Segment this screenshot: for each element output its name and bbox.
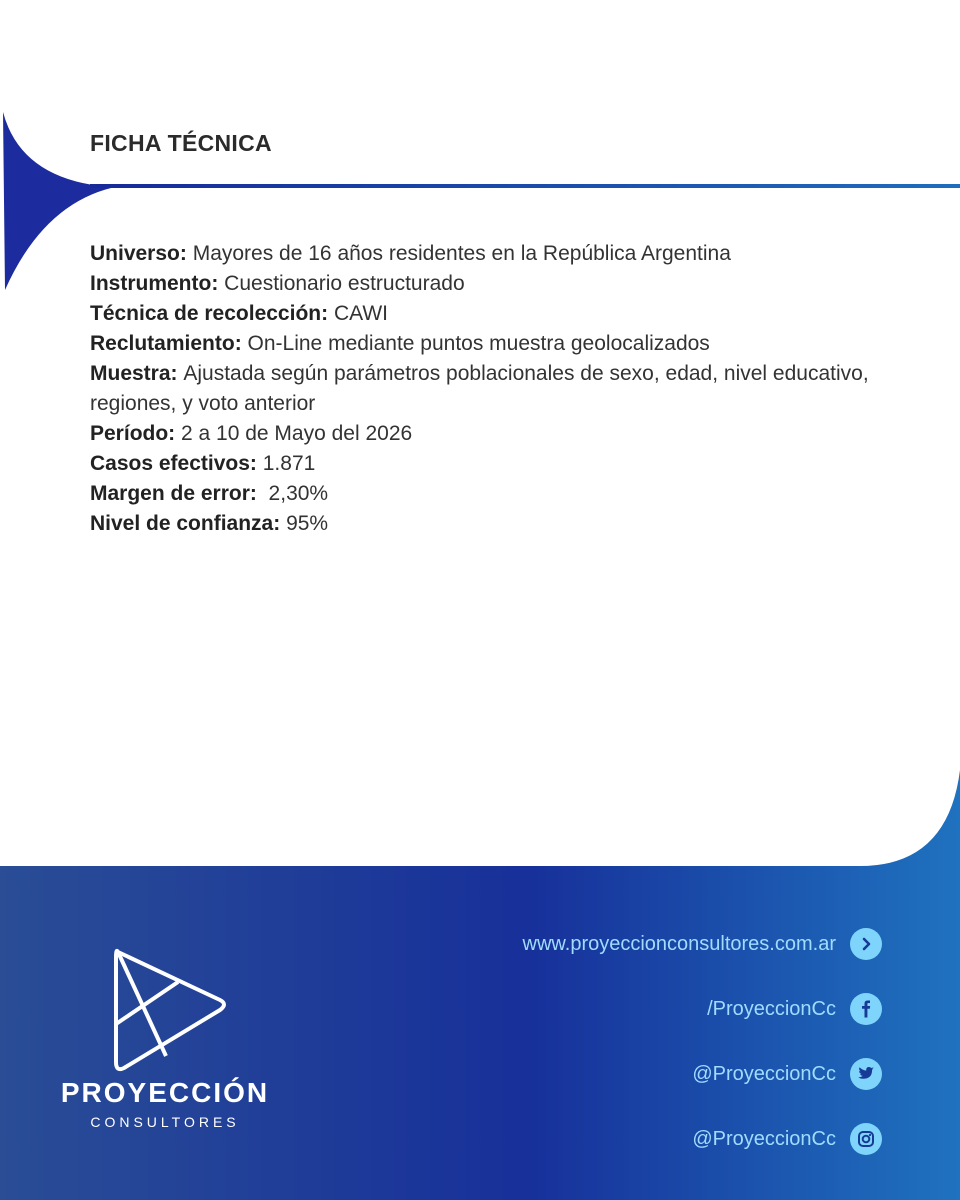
website-link[interactable]: www.proyeccionconsultores.com.ar [522, 932, 836, 955]
contact-list [523, 924, 882, 1184]
contact-twitter[interactable] [523, 1054, 882, 1094]
spec-label: Nivel de confianza: [90, 512, 281, 535]
spec-margen [90, 479, 890, 509]
spec-value: CAWI [333, 302, 389, 325]
spec-value: Mayores de 16 años residentes en la República Argentina [192, 242, 731, 265]
chevron-right-icon[interactable] [850, 928, 882, 960]
spec-label: Reclutamiento: [90, 332, 242, 355]
spec-value: Ajustada según parámetros poblacionales de sexo, edad, nivel educativo, regiones, y voto anterior [90, 362, 869, 415]
spec-muestra [90, 359, 890, 419]
instagram-icon[interactable] [850, 1123, 882, 1155]
page-title: FICHA TÉCNICA [90, 130, 272, 156]
spec-label: Instrumento: [90, 272, 219, 295]
brand-name: PROYECCIÓN [60, 1077, 270, 1108]
spec-label: Técnica de recolección: [90, 302, 329, 325]
contact-website[interactable] [523, 924, 882, 964]
spec-value: 2,30% [262, 482, 329, 505]
spec-value: 1.871 [262, 452, 316, 475]
contact-facebook[interactable] [523, 989, 882, 1029]
twitter-icon[interactable] [850, 1058, 882, 1090]
instagram-link[interactable]: @ProyeccionCc [692, 1127, 836, 1150]
spec-label: Margen de error: [90, 482, 257, 505]
brand-logo [0, 930, 330, 1160]
spec-instrumento [90, 269, 890, 299]
spec-value: On-Line mediante puntos muestra geolocalizados [247, 332, 710, 355]
technical-specs [90, 239, 890, 539]
contact-instagram[interactable] [523, 1119, 882, 1159]
spec-casos [90, 449, 890, 479]
spec-label: Muestra: [90, 362, 178, 385]
spec-periodo [90, 419, 890, 449]
spec-label: Período: [90, 422, 176, 445]
logo-mark-icon [108, 944, 228, 1074]
spec-label: Universo: [90, 242, 187, 265]
twitter-link[interactable]: @ProyeccionCc [692, 1062, 836, 1085]
spec-confianza [90, 509, 890, 539]
spec-label: Casos efectivos: [90, 452, 257, 475]
brand-subtitle: CONSULTORES [90, 1114, 240, 1130]
facebook-icon[interactable] [850, 993, 882, 1025]
spec-tecnica [90, 299, 890, 329]
spec-universo [90, 239, 890, 269]
spec-value: Cuestionario estructurado [224, 272, 465, 295]
facebook-link[interactable]: /ProyeccionCc [707, 997, 836, 1020]
spec-value: 95% [286, 512, 329, 535]
spec-reclutamiento [90, 329, 890, 359]
spec-value: 2 a 10 de Mayo del 2026 [181, 422, 413, 445]
